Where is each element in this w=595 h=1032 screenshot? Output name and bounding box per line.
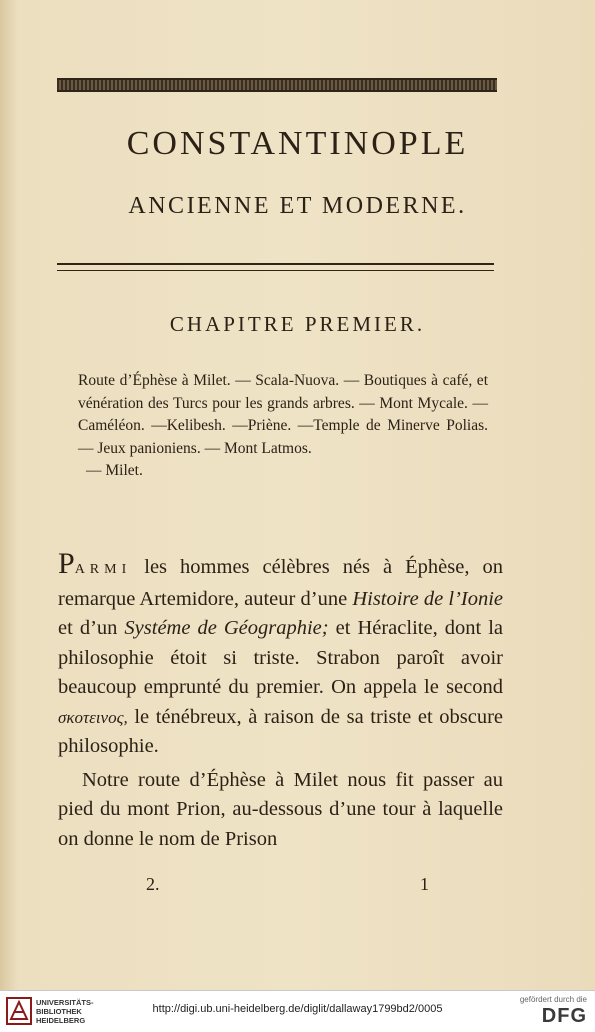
text-run: le ténébreux, à raison de sa triste et obscure philosophie. [58, 705, 503, 757]
text-run: les hommes célèbres nés à Éphèse, on remarque Artemidore, auteur d’une [58, 556, 503, 610]
double-rule [57, 263, 494, 271]
funded-by-label: gefördert durch die [519, 995, 587, 1004]
page-url-link[interactable]: http://digi.ub.uni-heidelberg.de/diglit/dallaway1799bd2/0005 [152, 1003, 443, 1015]
drop-cap: P [58, 547, 75, 580]
title-line-2: ANCIENNE ET MODERNE. [128, 193, 467, 219]
library-name: UNIVERSITÄTS- BIBLIOTHEK HEIDELBERG [36, 998, 94, 1025]
paragraph-2: Notre route d’Éphèse à Milet nous fit passer au pied du mont Prion, au-dessous d’une tour à laquelle on donne le nom de Prison [58, 768, 503, 850]
ornamental-rule-top [57, 78, 497, 92]
title-line-1: CONSTANTINOPLE [126, 125, 469, 162]
text-run: et Héraclite, dont la philosophie étoit si triste. Strabon paroît avoir beaucoup emprunté du premier. On appela le second [58, 617, 503, 698]
italic-title: Histoire de l’Ionie [352, 587, 503, 610]
summary-last-line: — Milet. [86, 462, 143, 479]
text-run: et d’un [58, 617, 125, 639]
chapter-heading: CHAPITRE PREMIER. [169, 312, 426, 336]
folio-mark: 1 [420, 874, 429, 894]
greek-word: σκοτεινος, [58, 707, 128, 727]
dfg-logo: DFG [541, 1005, 587, 1027]
paragraph-1 [58, 547, 503, 762]
summary-text: Route d’Éphèse à Milet. — Scala-Nuova. — Boutiques à café, et vénération des Turcs pour les grands arbres. — Mont Mycale. — Caméléon. —Kelibesh. —Priène. —Temple de Minerve Polias. — Jeux panioniens. — Mont Latmos. [78, 372, 488, 457]
viewer-footer [0, 990, 595, 1032]
signature-mark: 2. [146, 874, 160, 894]
body-text [58, 547, 503, 854]
italic-title: Systéme de Géographie; [124, 617, 329, 639]
chapter-summary [78, 370, 488, 483]
small-caps-word: ARMI [74, 562, 132, 577]
